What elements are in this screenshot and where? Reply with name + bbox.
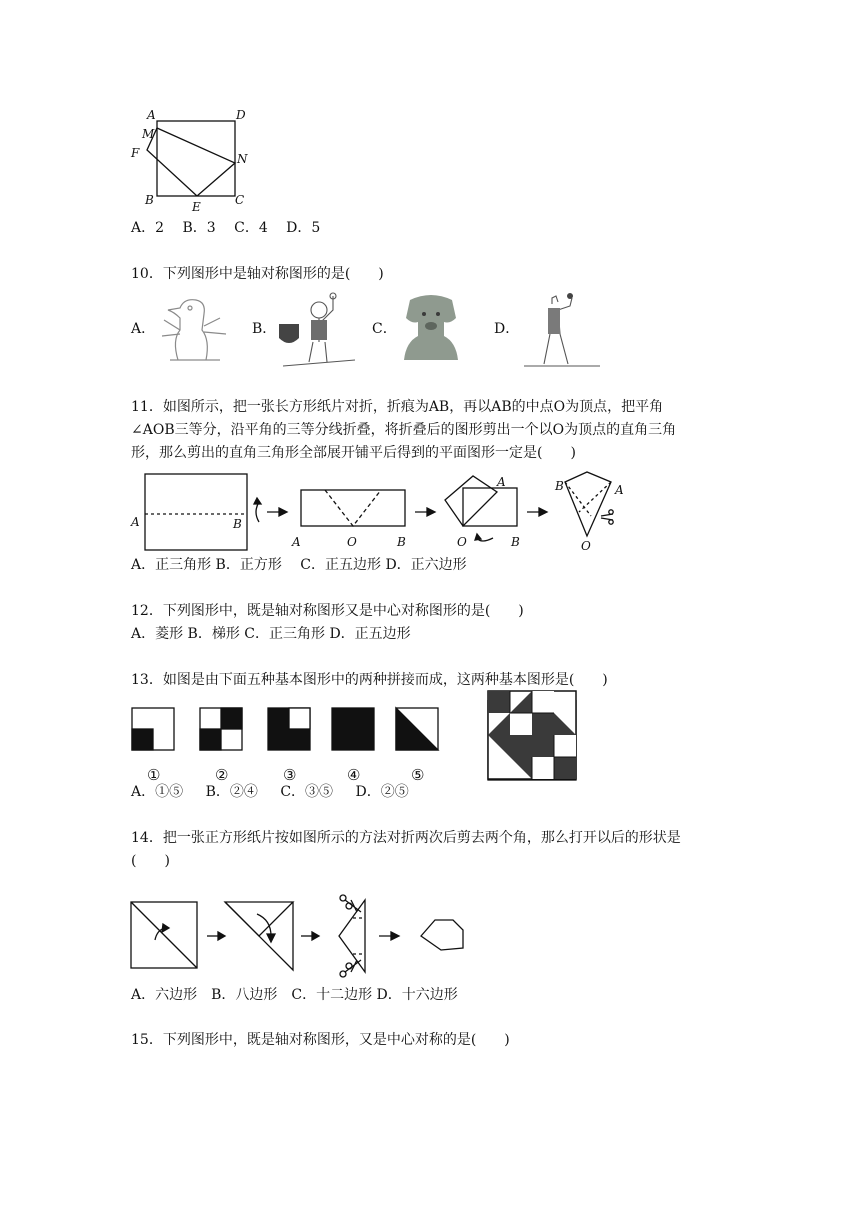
q10-stem: 10．下列图形中是轴对称图形的是( ) — [131, 266, 384, 282]
shape-label-1: ① — [147, 766, 161, 784]
label-O: O — [457, 535, 467, 549]
q13-option-b: B．②④ — [205, 784, 258, 800]
q12-stem: 12．下列图形中，既是轴对称图形又是中心对称图形的是( ) — [131, 603, 524, 619]
q12-options: A．菱形 B．梯形 C．正三角形 D．正五边形 — [131, 626, 411, 642]
q10-opt-c: C． — [372, 321, 397, 337]
q9-square-figure — [125, 105, 255, 215]
label-O: O — [347, 535, 357, 549]
q14-options: A．六边形 B．八边形 C．十二边形 D．十六边形 — [131, 987, 458, 1003]
q14-line2: ( ) — [131, 853, 170, 869]
label-B: B — [397, 535, 406, 549]
q10-opt-a: A． — [131, 321, 156, 337]
shape-label-5: ⑤ — [411, 766, 425, 784]
shape-label-2: ② — [215, 766, 229, 784]
label-A: A — [147, 108, 156, 122]
torch-bearer-statue-figure — [520, 288, 602, 370]
label-M: M — [142, 127, 155, 141]
q15-stem: 15．下列图形中，既是轴对称图形，又是中心对称的是( ) — [131, 1032, 510, 1048]
label-E: E — [192, 200, 201, 214]
label-D: D — [236, 108, 246, 122]
q13-option-c: C．③⑤ — [280, 784, 334, 800]
q13-options — [131, 781, 427, 803]
q11-folding-diagram — [125, 468, 645, 558]
knight-with-shield-figure — [275, 290, 365, 370]
label-A: A — [131, 515, 140, 529]
label-A: A — [292, 535, 301, 549]
q11-options: A．正三角形 B．正方形 C．正五边形 D．正六边形 — [131, 557, 467, 573]
label-B: B — [511, 535, 520, 549]
label-A: A — [615, 483, 624, 497]
q13-option-a: A．①⑤ — [131, 784, 184, 800]
q13-stem: 13．如图是由下面五种基本图形中的两种拼接而成，这两种基本图形是( ) — [131, 672, 608, 688]
label-B: B — [555, 479, 564, 493]
label-B: B — [233, 517, 242, 531]
sitting-dog-figure — [398, 292, 464, 364]
q13-composite-figure — [487, 690, 579, 782]
label-C: C — [235, 193, 245, 207]
shape-label-3: ③ — [283, 766, 297, 784]
q14-line1: 14．把一张正方形纸片按如图所示的方法对折两次后剪去两个角，那么打开以后的形状是 — [131, 830, 681, 846]
label-B: B — [145, 193, 154, 207]
q10-opt-d: D． — [494, 321, 520, 337]
q11-line2: ∠AOB三等分，沿平角的三等分线折叠，将折叠后的图形剪出一个以O为顶点的直角三角 — [131, 422, 677, 438]
q11-line3: 形，那么剪出的直角三角形全部展开铺平后得到的平面图形一定是( ) — [131, 445, 576, 461]
q14-folding-diagram — [125, 890, 485, 980]
shape-label-4: ④ — [347, 766, 361, 784]
q9-options: A．2 B．3 C．4 D．5 — [131, 220, 321, 236]
q13-option-d: D．②⑤ — [355, 784, 409, 800]
q11-line1: 11．如图所示，把一张长方形纸片对折，折痕为AB，再以AB的中点O为顶点，把平角 — [131, 399, 664, 415]
label-N: N — [237, 152, 248, 166]
label-F: F — [131, 146, 140, 160]
q10-opt-b: B． — [252, 321, 277, 337]
label-O: O — [581, 539, 591, 553]
label-A: A — [497, 475, 506, 489]
bird-on-stump-figure — [150, 290, 240, 365]
